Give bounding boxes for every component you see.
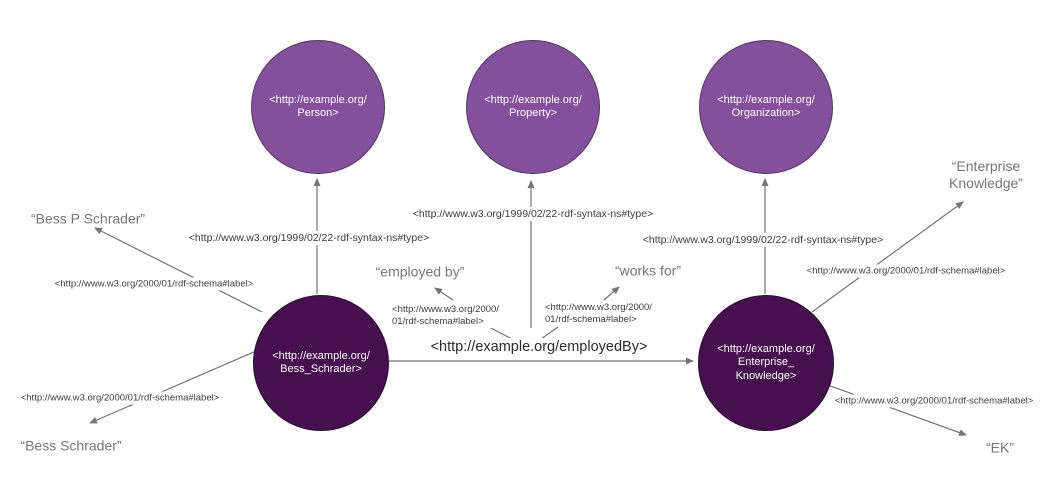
literal-line: “Enterprise [951, 158, 1021, 174]
edge-label-bess-to-bess-schrader [90, 351, 256, 423]
node-bess-schrader [253, 295, 389, 431]
node-label-line: <http://example.org/ [717, 93, 815, 106]
node-organization [699, 40, 833, 174]
edge-label-line: <http://www.w3.org/2000/ [545, 302, 652, 313]
edge-label-rdfs-label-ek: <http://www.w3.org/2000/01/rdf-schema#label> [832, 395, 1037, 408]
edge-label-rdfs-label-bess-p: <http://www.w3.org/2000/01/rdf-schema#label> [52, 278, 257, 291]
literal-bess-p-schrader: “Bess P Schrader” [30, 210, 146, 227]
node-person [251, 40, 385, 174]
literal-line: Knowledge” [949, 175, 1023, 191]
edge-label-rdf-type-property: <http://www.w3.org/1999/02/22-rdf-syntax-ns#type> [410, 207, 656, 221]
node-enterprise-knowledge [698, 295, 834, 431]
node-property [466, 40, 600, 174]
edge-label-predicate-to-employed-by [435, 288, 453, 300]
edge-label-rdfs-label-bess: <http://www.w3.org/2000/01/rdf-schema#label> [18, 392, 223, 405]
edge-label-rdfs-label-works-for [543, 302, 654, 326]
node-label-line: Bess_Schrader> [280, 363, 362, 375]
node-label-line: Enterprise_ [737, 356, 795, 369]
node-label-line: Property> [509, 107, 557, 119]
literal-enterprise-knowledge [949, 158, 1023, 192]
node-label-line: Person> [297, 107, 339, 119]
node-label-line: <http://example.org/ [269, 93, 367, 106]
node-label-line: Organization> [731, 107, 801, 119]
literal-employed-by: “employed by” [375, 263, 465, 280]
edge-label-predicate-to-works-for [604, 287, 619, 300]
edge-label-ek-to-enterprise-knowledge [812, 202, 963, 312]
literal-ek: “EK” [986, 439, 1014, 456]
edge-label-line: 01/rdf-schema#label> [392, 316, 484, 327]
edge-label-rdf-type-person: <http://www.w3.org/1999/02/22-rdf-syntax-ns#type> [186, 231, 432, 245]
node-label-line: <http://example.org/ [272, 349, 370, 362]
literal-bess-schrader: “Bess Schrader” [20, 437, 122, 454]
literal-works-for: “works for” [614, 262, 682, 279]
edge-label-line: 01/rdf-schema#label> [545, 314, 637, 325]
edge-label-rdfs-label-employed-by [390, 304, 501, 328]
node-label-line: Knowledge> [735, 369, 797, 382]
edge-label-employed-by-predicate: <http://example.org/employedBy> [427, 338, 652, 356]
node-label-line: <http://example.org/ [484, 93, 582, 106]
edge-label-line: <http://www.w3.org/2000/ [392, 304, 499, 315]
edge-label-ek-to-ek-literal [814, 380, 966, 435]
edge-label-rdf-type-organization: <http://www.w3.org/1999/02/22-rdf-syntax-ns#type> [640, 233, 886, 247]
edge-label-rdfs-label-enterprise: <http://www.w3.org/2000/01/rdf-schema#label> [804, 265, 1009, 278]
node-label-line: <http://example.org/ [717, 342, 815, 355]
